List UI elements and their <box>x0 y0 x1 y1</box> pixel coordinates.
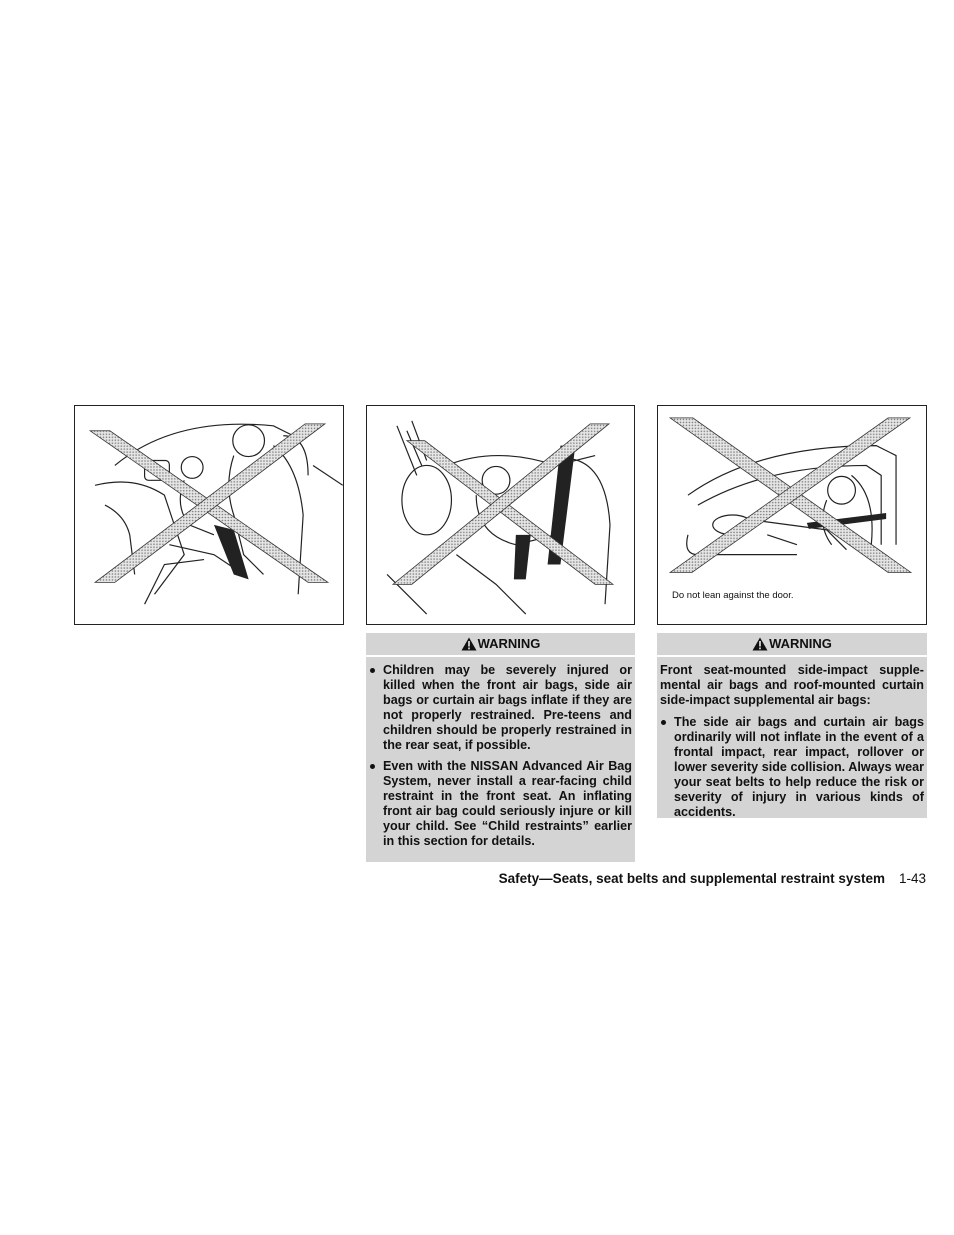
list-item: Children may be severely injured or killed when the front air bags, side air bags or curtain air bags inflate if they are not properly restrained. Pre-teens and children should be properly restrained in the rear seat, if possible. <box>369 663 632 753</box>
list-item: Even with the NISSAN Advanced Air Bag System, never install a rear-facing child restraint in the front seat. An inflating front air bag could seriously injure or kill your child. See “Child restraints” earlier in this section for details. <box>369 759 632 849</box>
warning-heading-text: WARNING <box>769 636 832 651</box>
warning-heading-text: WARNING <box>477 636 541 651</box>
illustration-lean-against-door <box>657 405 927 625</box>
warning-box-children <box>366 633 635 862</box>
page-number: 1-43 <box>898 871 926 886</box>
prohibited-rear-facing-child-seat-illustration <box>367 406 634 624</box>
page-footer <box>499 871 926 886</box>
warning-list <box>369 663 632 849</box>
prohibited-child-front-seat-illustration <box>75 406 343 624</box>
warning-triangle-icon <box>752 637 768 651</box>
warning-heading <box>657 633 927 657</box>
bullet-icon <box>661 720 666 725</box>
list-item: The side air bags and curtain air bags ordinarily will not inflate in the event of a frontal impact, rear impact, rollover or lower severity side collision. Always wear your seat belts to help reduce the risk or severity of injury in various kinds of accidents. <box>660 715 924 820</box>
section-title: Safety—Seats, seat belts and supplemental restraint system <box>498 871 885 886</box>
warning-heading <box>366 633 635 657</box>
warning-box-side-airbags <box>657 633 927 818</box>
warning-list <box>660 715 924 820</box>
warning-triangle-icon <box>461 637 477 651</box>
bullet-icon <box>370 764 375 769</box>
bullet-icon <box>370 668 375 673</box>
warning-intro: Front seat-mounted side-impact supplemental air bags and roof-mounted curtain side-impact supplemental air bags: <box>660 663 924 707</box>
illustration-rear-facing-child-seat <box>366 405 635 625</box>
illustration-child-front-seat <box>74 405 344 625</box>
figure-caption: Do not lean against the door. <box>672 590 794 601</box>
